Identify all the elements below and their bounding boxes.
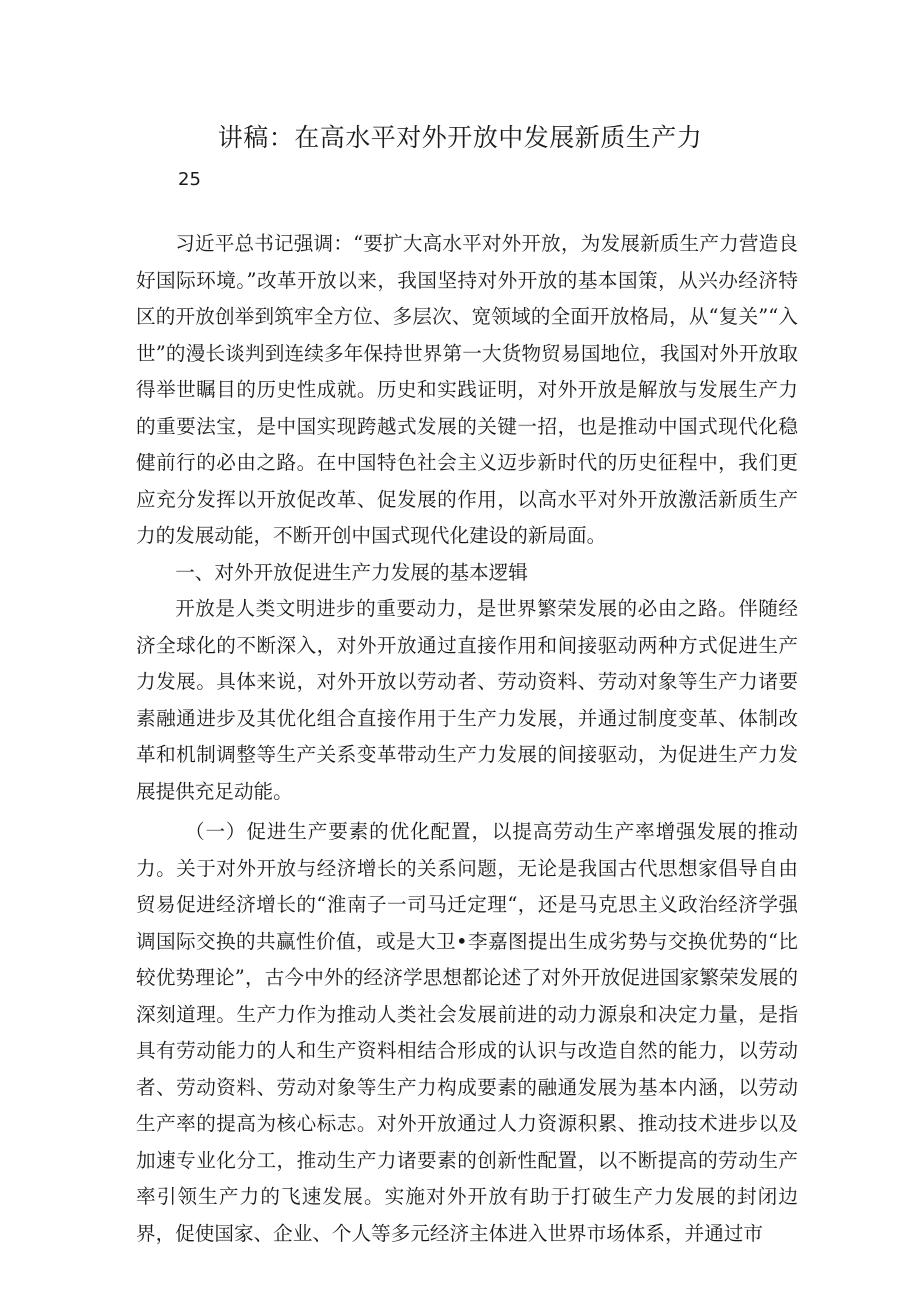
section-heading: 一、对外开放促进生产力发展的基本逻辑 xyxy=(175,560,528,584)
paragraph-section-one: 开放是人类文明进步的重要动力，是世界繁荣发展的必由之路。伴随经济全球化的不断深入，对外开放通过直接作用和间接驱动两种方式促进生产力发展。具体来说，对外开放以劳动者、劳动资料、劳动对象等生产力诸要素融通进步及其优化组合直接作用于生产力发展，并通过制度变革、体制改革和机制调整等生产关系变革带动生产力发展的间接驱动，为促进生产力发展提供充足动能。 xyxy=(136,597,798,803)
document-title: 讲稿：在高水平对外开放中发展新质生产力 xyxy=(217,123,703,152)
paragraph-subsection-one: （一）促进生产要素的优化配置，以提高劳动生产率增强发展的推动力。关于对外开放与经济增长的关系问题，无论是我国古代思想家倡导自由贸易促进经济增长的“淮南子一司马迁定理“，还是马克思主义政治经济学强调国际交换的共赢性价值，或是大卫•李嘉图提出生成劣势与交换优势的“比较优势理论”，古今中外的经济学思想都论述了对外开放促进国家繁荣发展的深刻道理。生产力作为推动人类社会发展前进的动力源泉和决定力量，是指具有劳动能力的人和生产资料相结合形成的认识与改造自然的能力，以劳动者、劳动资料、劳动对象等生产力构成要素的融通发展为基本内涵，以劳动生产率的提高为核心标志。对外开放通过人力资源积累、推动技术进步以及加速专业化分工，推动生产力诸要素的创新性配置，以不断提高的劳动生产率引领生产力的飞速发展。实施对外开放有助于打破生产力发展的封闭边界，促使国家、企业、个人等多元经济主体进入世界市场体系，并通过市 xyxy=(136,820,798,1245)
document-body xyxy=(136,226,798,1252)
paragraph-intro: 习近平总书记强调：“要扩大高水平对外开放，为发展新质生产力营造良好国际环境。”改革开放以来，我国坚持对外开放的基本国策，从兴办经济特区的开放创举到筑牢全方位、多层次、宽领域的全面开放格局，从“复关”“入世”的漫长谈判到连续多年保持世界第一大货物贸易国地位，我国对外开放取得举世瞩目的历史性成就。历史和实践证明，对外开放是解放与发展生产力的重要法宝，是中国实现跨越式发展的关键一招，也是推动中国式现代化稳健前行的必由之路。在中国特色社会主义迈步新时代的历史征程中，我们更应充分发挥以开放促改革、促发展的作用，以高水平对外开放激活新质生产力的发展动能，不断开创中国式现代化建设的新局面。 xyxy=(136,232,798,547)
page-number: 25 xyxy=(178,169,201,190)
